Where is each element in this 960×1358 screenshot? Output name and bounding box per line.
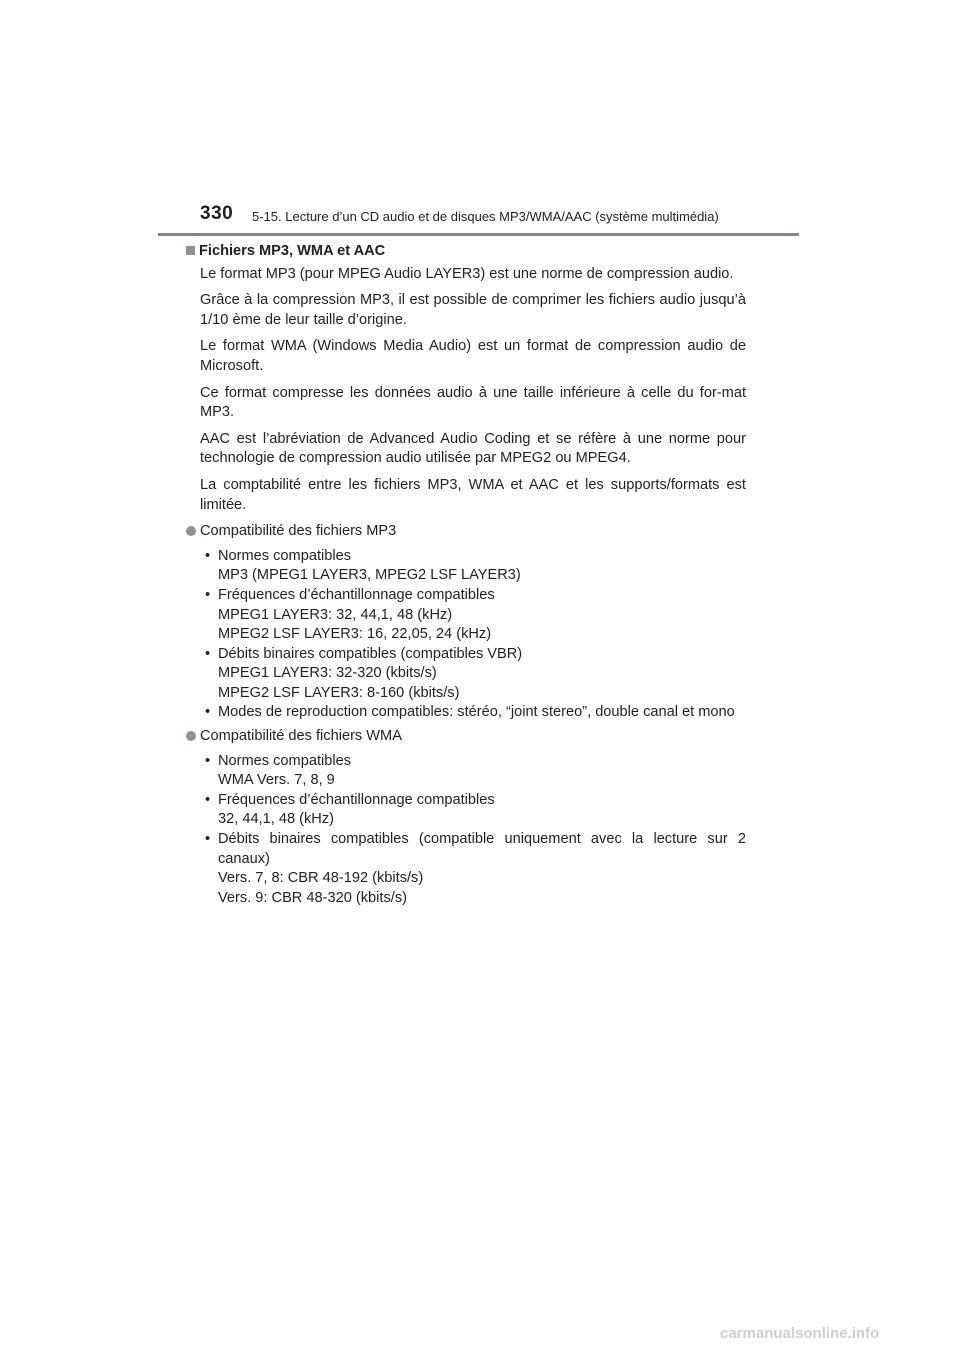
list-item: • Débits binaires compatibles (compatibles VBR) MPEG1 LAYER3: 32-320 (kbits/s) MPEG2 LSF LAYER3: 8-160 (kbits/s) <box>205 645 523 701</box>
wma-compat-heading-text: Compatibilité des fichiers WMA <box>200 728 402 745</box>
header-title: 5-15. Lecture d’un CD audio et de disques MP3/WMA/AAC (système multimédia) <box>252 209 719 224</box>
square-bullet-icon <box>186 246 195 255</box>
circle-bullet-icon <box>186 526 196 536</box>
list-item: • Normes compatibles WMA Vers. 7, 8, 9 <box>205 752 352 789</box>
header-rule <box>158 233 799 236</box>
list-item: • Fréquences d’échantillonnage compatibles MPEG1 LAYER3: 32, 44,1, 48 (kHz) MPEG2 LSF LAYER3: 16, 22,05, 24 (kHz) <box>205 586 495 643</box>
mp3-compat-list <box>200 547 746 723</box>
list-item: • Normes compatibles MP3 (MPEG1 LAYER3, MPEG2 LSF LAYER3) <box>205 547 521 584</box>
paragraph: Ce format compresse les données audio à une taille inférieure à celle du for-mat MP3. <box>200 384 746 421</box>
paragraph: Le format MP3 (pour MPEG Audio LAYER3) est une norme de compression audio. <box>200 265 734 282</box>
wma-compat-heading <box>186 727 746 747</box>
mp3-compat-heading <box>186 522 746 542</box>
list-item: • Débits binaires compatibles (compatible uniquement avec la lecture sur 2 canaux) Vers. 7, 8: CBR 48-192 (kbits/s) Vers. 9: CBR 48-320 (kbits/s) <box>205 831 746 906</box>
paragraph: Grâce à la compression MP3, il est possible de comprimer les fichiers audio jusqu’à 1/10 ème de leur taille d’origine. <box>200 292 746 328</box>
watermark: carmanualsonline.info <box>720 1325 880 1342</box>
page-number: 330 <box>200 203 234 224</box>
page-content <box>200 242 746 912</box>
paragraph: La comptabilité entre les fichiers MP3, WMA et AAC et les supports/formats est limitée. <box>200 476 746 513</box>
section-heading-text: Fichiers MP3, WMA et AAC <box>199 243 386 259</box>
section-heading <box>186 242 746 262</box>
wma-compat-list <box>200 752 746 909</box>
list-item: • Modes de reproduction compatibles: stéréo, “joint stereo”, double canal et mono <box>205 704 735 721</box>
list-item: • Fréquences d’échantillonnage compatibles 32, 44,1, 48 (kHz) <box>205 791 495 828</box>
paragraph: AAC est l’abréviation de Advanced Audio Coding et se réfère à une norme pour technologie de compression audio utilisée par MPEG2 ou MPEG4. <box>200 430 746 467</box>
circle-bullet-icon <box>186 731 196 741</box>
paragraph: Le format WMA (Windows Media Audio) est un format de compression audio de Microsoft. <box>200 338 746 374</box>
mp3-compat-heading-text: Compatibilité des fichiers MP3 <box>200 523 397 540</box>
